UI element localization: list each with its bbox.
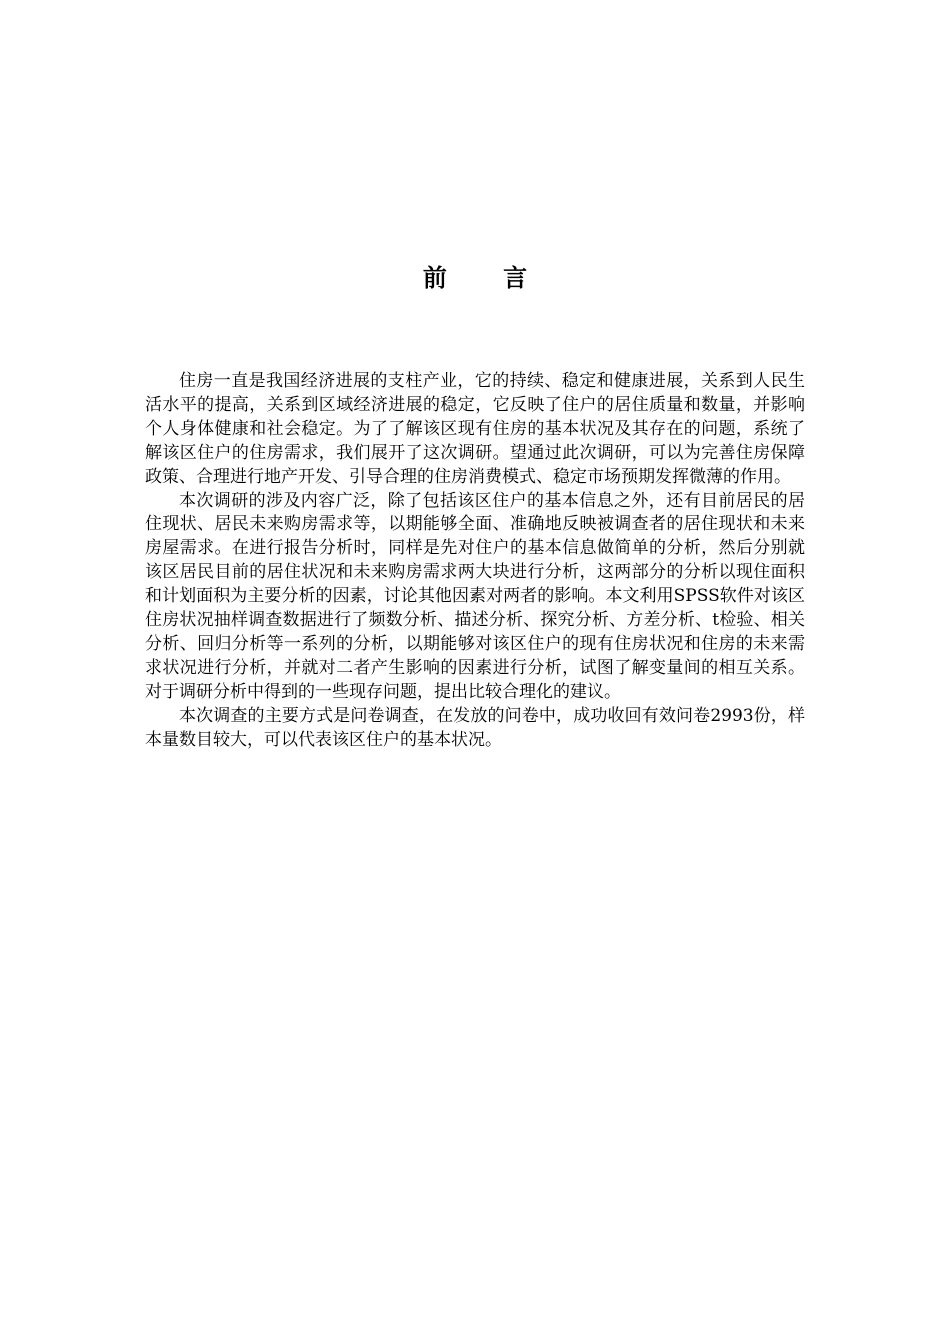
- paragraph-3: 本次调查的主要方式是问卷调查，在发放的问卷中，成功收回有效问卷2993份，样本量数目较大，可以代表该区住户的基本状况。: [145, 705, 805, 750]
- page-title: 前 言: [422, 264, 552, 292]
- body-text: [145, 370, 805, 753]
- paragraph-1: 住房一直是我国经济进展的支柱产业，它的持续、稳定和健康进展，关系到人民生活水平的提高，关系到区域经济进展的稳定，它反映了住户的居住质量和数量，并影响个人身体健康和社会稳定。为了了解该区现有住房的基本状况及其存在的问题，系统了解该区住户的住房需求，我们展开了这次调研。望通过此次调研，可以为完善住房保障政策、合理进行地产开发、引导合理的住房消费模式、稳定市场预期发挥微薄的作用。: [145, 371, 805, 487]
- paragraph-2: 本次调研的涉及内容广泛，除了包括该区住户的基本信息之外，还有目前居民的居住现状、居民未来购房需求等，以期能够全面、准确地反映被调查者的居住现状和未来房屋需求。在进行报告分析时，同样是先对住户的基本信息做简单的分析，然后分别就该区居民目前的居住状况和未来购房需求两大块进行分析，这两部分的分析以现住面积和计划面积为主要分析的因素，讨论其他因素对两者的影响。本文利用SPSS软件对该区住房状况抽样调查数据进行了频数分析、描述分析、探究分析、方差分析、t检验、相关分析、回归分析等一系列的分析，以期能够对该区住户的现有住房状况和住房的未来需求状况进行分析，并就对二者产生影响的因素进行分析，试图了解变量间的相互关系。对于调研分析中得到的一些现存问题，提出比较合理化的建议。: [145, 490, 805, 702]
